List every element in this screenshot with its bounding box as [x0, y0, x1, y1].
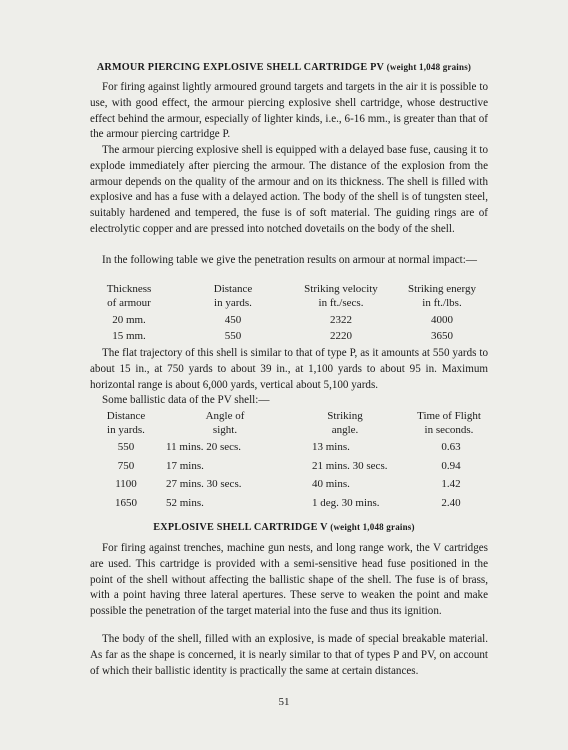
header-line: sight. [212, 424, 238, 436]
table-cell: 3650 [431, 330, 453, 342]
table-cell: 750 [117, 460, 135, 472]
table-cell: 2322 [330, 314, 352, 326]
header-line: Distance [106, 410, 146, 422]
header-line: Striking velocity [304, 283, 378, 295]
table-cell: 0.63 [441, 441, 461, 453]
table-header [196, 282, 270, 310]
table-cell: 40 mins. [312, 478, 350, 490]
paragraph: In the following table we give the penetration results on armour at normal impact:— [102, 254, 477, 266]
table-cell: 1.42 [441, 478, 461, 490]
header-line: Striking energy [408, 283, 476, 295]
table-cell: 2220 [330, 330, 352, 342]
table-header [300, 409, 390, 437]
table-cell: 550 [117, 441, 135, 453]
table-cell: 13 mins. [312, 441, 350, 453]
page-number: 51 [278, 696, 290, 708]
table-cell: 1650 [115, 497, 137, 509]
header-line: in ft./secs. [318, 297, 364, 309]
table-header [96, 282, 162, 310]
paragraph: The flat trajectory of this shell is similar to that of type P, as it amounts at 550 yards to about 15 in., at 750 yards to about 39 in., at 1,100 yards to about 95 in. Maximum horizontal range is about 6,000 yards, vertical about 5,100 yards. [90, 347, 488, 391]
header-line: Striking [327, 410, 363, 422]
table-cell: 1100 [115, 478, 137, 490]
heading-weight: (weight 1,048 grains) [330, 522, 415, 532]
table-cell: 0.94 [441, 460, 461, 472]
header-line: Angle of [205, 410, 245, 422]
header-line: Thickness [106, 283, 152, 295]
paragraph: The armour piercing explosive shell is equipped with a delayed base fuse, causing it to explode immediately after piercing the armour. The distance of the explosion from the armour depends on the quality of the armour and on its thickness. The shell is filled with explosive and has a fuse with a delayed action. The body of the shell is of tungsten steel, suitably hardened and tempered, the fuse is of soft material. The guiding rings are of electrolytic copper and are pressed into notched dovetails on the body of the shell. [90, 144, 488, 235]
heading-title: EXPLOSIVE SHELL CARTRIDGE V [153, 522, 328, 533]
table-cell: 2.40 [441, 497, 461, 509]
paragraph: Some ballistic data of the PV shell:— [102, 394, 270, 406]
table-cell: 11 mins. 20 secs. [166, 441, 242, 453]
table-cell: 27 mins. 30 secs. [166, 478, 242, 490]
header-line: in ft./lbs. [422, 297, 462, 309]
table-header [404, 409, 494, 437]
heading-weight: (weight 1,048 grains) [386, 62, 472, 72]
paragraph: For firing against lightly armoured ground targets and targets in the air it is possible to use, with good effect, the armour piercing explosive shell cartridge, whose destructive effect behind the armour, especially of lighter kinds, i.e., 6-16 mm., is greater than that of the armour piercing cartridge P. [90, 81, 488, 141]
table-cell: 21 mins. 30 secs. [312, 460, 388, 472]
header-line: in yards. [107, 424, 145, 436]
header-line: Distance [213, 283, 253, 295]
table-header [286, 282, 396, 310]
table-header [392, 282, 492, 310]
table-cell: 550 [224, 330, 242, 342]
header-line: angle. [331, 424, 359, 436]
table-cell: 52 mins. [166, 497, 204, 509]
table-cell: 15 mm. [112, 330, 146, 342]
paragraph: The body of the shell, filled with an explosive, is made of special breakable material. As far as the shape is concerned, it is nearly similar to that of types P and PV, on account of which their ballistic identity is practically the same at certain distances. [90, 633, 488, 677]
table-cell: 20 mm. [112, 314, 146, 326]
heading-title: ARMOUR PIERCING EXPLOSIVE SHELL CARTRIDGE PV [96, 62, 384, 73]
section-heading-pv [0, 62, 568, 73]
table-cell: 450 [224, 314, 242, 326]
header-line: in yards. [214, 297, 252, 309]
section-heading-v [0, 522, 568, 533]
header-line: Time of Flight [417, 410, 481, 422]
paragraph: For firing against trenches, machine gun nests, and long range work, the V cartridges are used. This cartridge is provided with a semi-sensitive head fuse positioned in the point of the shell without affecting the ballistic shape of the shell. The fuse is of brass, with a point having three lateral apertures. These serve to weaken the point and make possible the penetration of the target material into the fuse and thus its ignition. [90, 542, 488, 618]
table-cell: 1 deg. 30 mins. [312, 497, 380, 509]
header-line: in seconds. [424, 424, 474, 436]
table-cell: 4000 [431, 314, 453, 326]
table-header [182, 409, 268, 437]
table-cell: 17 mins. [166, 460, 204, 472]
header-line: of armour [107, 297, 151, 309]
table-header [94, 409, 158, 437]
